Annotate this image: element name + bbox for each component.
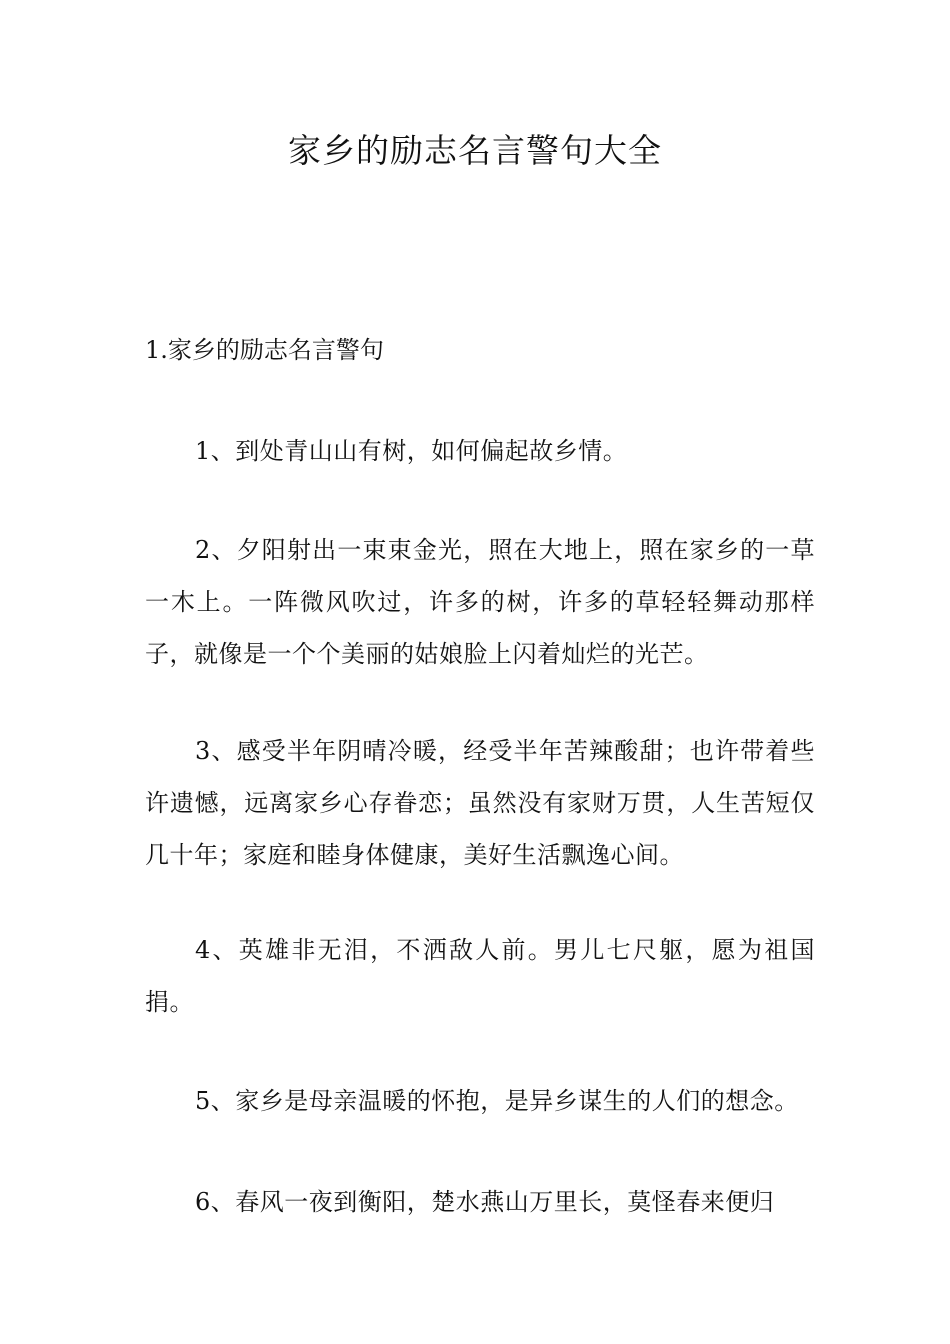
quote-paragraph-4: 4、英雄非无泪，不洒敌人前。男儿七尺躯，愿为祖国捐。: [145, 936, 815, 1016]
quote-paragraph-1: 1、到处青山山有树，如何偏起故乡情。: [195, 437, 628, 465]
quote-paragraph-5: 5、家乡是母亲温暖的怀抱，是异乡谋生的人们的想念。: [195, 1087, 799, 1115]
section-heading: 1.家乡的励志名言警句: [145, 336, 384, 364]
document-title: 家乡的励志名言警句大全: [288, 131, 662, 170]
quote-paragraph-3: 3、感受半年阴晴冷暖，经受半年苦辣酸甜；也许带着些许遗憾，远离家乡心存眷恋；虽然没有家财万贯，人生苦短仅几十年；家庭和睦身体健康，美好生活飘逸心间。: [145, 737, 815, 869]
quote-paragraph-6: 6、春风一夜到衡阳，楚水燕山万里长，莫怪春来便归: [195, 1188, 775, 1216]
quote-paragraph-2: 2、夕阳射出一束束金光，照在大地上，照在家乡的一草一木上。一阵微风吹过，许多的树，许多的草轻轻舞动那样子，就像是一个个美丽的姑娘脸上闪着灿烂的光芒。: [145, 536, 815, 668]
